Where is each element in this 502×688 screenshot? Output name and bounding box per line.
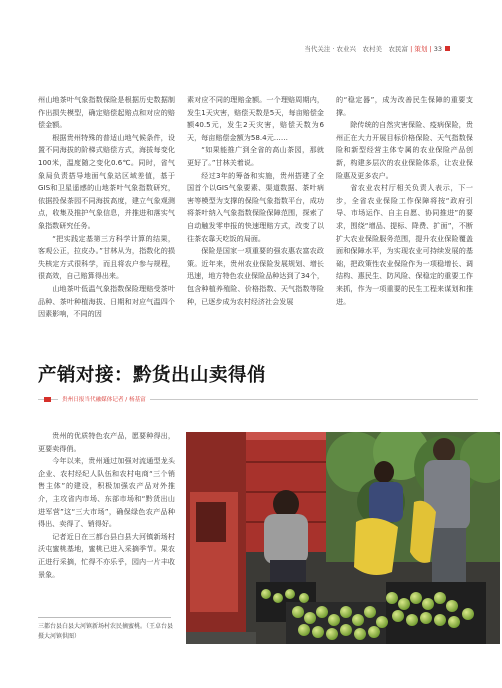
paragraph: 今年以来，贵州通过加强对流通型龙头企业、农村经纪人队伍和农村电商“三个销售主体”的建设，积极加强农产品对外推介，主攻省内市场、东部市场和“黔货出山进军营”这“三大市场”，确保绿色农产品种得出、卖得了、销得好。	[38, 456, 175, 529]
paragraph: 保险是国家一项重要的强农惠农富农政策。近年来，贵州农业保险发展规划、增长迅速，地方特色农业保险品种达到了34个，包含种植养殖险、价格指数、天气指数等险种，已逐步成为农村经济社会发展	[187, 246, 324, 306]
text-column-1	[38, 94, 175, 321]
paragraph: 经过3年的筹备和实施，贵州搭建了全国首个以GIS气象要素、渠道数据、茶叶病害等模型为支撑的保险气象指数平台，成功将茶叶纳入气象指数保险保障范围，探索了自动触发零申报的快速理赔方式，改变了以往茶农靠天吃饭的局面。	[187, 170, 324, 243]
paragraph: “把实践定基第三方科学计算的结果，客观公正，拉皮办。”甘林从为，指数化的损失核定方式很科学，而且将农户参与规程，很高效，自己赔算得出来。	[38, 233, 175, 281]
byline: 贵州日报当代融媒体记者 / 杨基富	[58, 395, 150, 403]
paragraph: “如果能推广到全省的高山茶园，那就更好了。”甘林关着说。	[187, 145, 324, 167]
text-column-3	[336, 94, 473, 308]
article-text	[38, 430, 175, 581]
paragraph: 山地茶叶低温气象指数保险理赔受茶叶品种、茶叶种植海拔、日期和对应气温四个因素影响，不同的因	[38, 283, 175, 319]
paragraph: 贵州的优质特色农产品，愿要种得出，更要卖得俏。	[38, 431, 175, 453]
caption-rule	[38, 617, 171, 618]
page-number: 33	[433, 45, 442, 53]
header-divider: |	[429, 45, 434, 53]
paragraph: 省农业农村厅相关负责人表示，下一步，全省农业保险工作保障将按“政府引导、市场运作、自主自愿、协同推进”的要求，围绕“增品、提标、降费、扩面”，不断扩大农业保险服务范围，提升农业保险覆盖面和保障水平，为实现农业可持续发展的基础，把政策性农业保险作为一项稳增长、调结构、惠民生、防风险、保稳定的重要工作来抓，作为一项重要的民生工程来谋划和推进。	[336, 183, 473, 306]
paragraph: 州山地茶叶气象指数保险是根据历史数据制作出损失模型，确定赔偿起赔点和对应的赔偿金额。	[38, 95, 175, 130]
header-divider: |	[410, 45, 415, 53]
byline-marker-icon	[44, 397, 51, 402]
paragraph: 记者近日在三都台县白县大河镇新场村沃屯蜜桃基地，蜜桃已进入采摘季节。果农正进行采摘，忙得不亦乐乎，园内一片丰收景象。	[38, 531, 175, 579]
paragraph: 根据贵州特殊的普适山地气候条件，设置不同海拔的阶梯式赔偿方式，海拔每变化100米，温度随之变化0.6℃。同时，省气象局负责搭导地面气象站区域差值，基于GIS和卫星遥感的山地茶叶气象指数研究，依据投保茶园不同海拔高度，建立气象观测点，收集及推护气象信息，并推进和落实气象指数研究任务。	[38, 132, 175, 230]
header-category: 策划	[414, 45, 428, 53]
paragraph: 除传统的自然灾害保险、疫病保险，贵州正在大力开展目标价格保险、天气指数保险和新型经营主体专属的农业保险产品创新，构建多层次的农业保险体系，让农业保险惠及更多农户。	[336, 120, 473, 180]
running-header	[304, 44, 442, 53]
header-section: 当代关注 · 农业兴 农村美 农民富	[304, 45, 409, 53]
header-square-icon	[445, 46, 450, 51]
paragraph: 素对应不同的理赔金额。一个理赔周期内，发生1天灾害，赔偿天数是5天，每亩赔偿金额40.5元，发生2天灾害，赔偿天数为6天，每亩赔偿金额为58.4元……	[187, 95, 324, 142]
photo-caption: 三都台县白县大河镇新场村农民摘蜜桃。（王卓台县摄大河镇供图）	[38, 623, 174, 640]
article-headline: 产销对接：黔货出山卖得俏	[38, 365, 267, 386]
paragraph: 的“稳定器”，成为改善民生保障的重要支撑。	[336, 95, 473, 117]
text-column-2	[187, 94, 324, 308]
harvest-photo	[186, 432, 500, 644]
